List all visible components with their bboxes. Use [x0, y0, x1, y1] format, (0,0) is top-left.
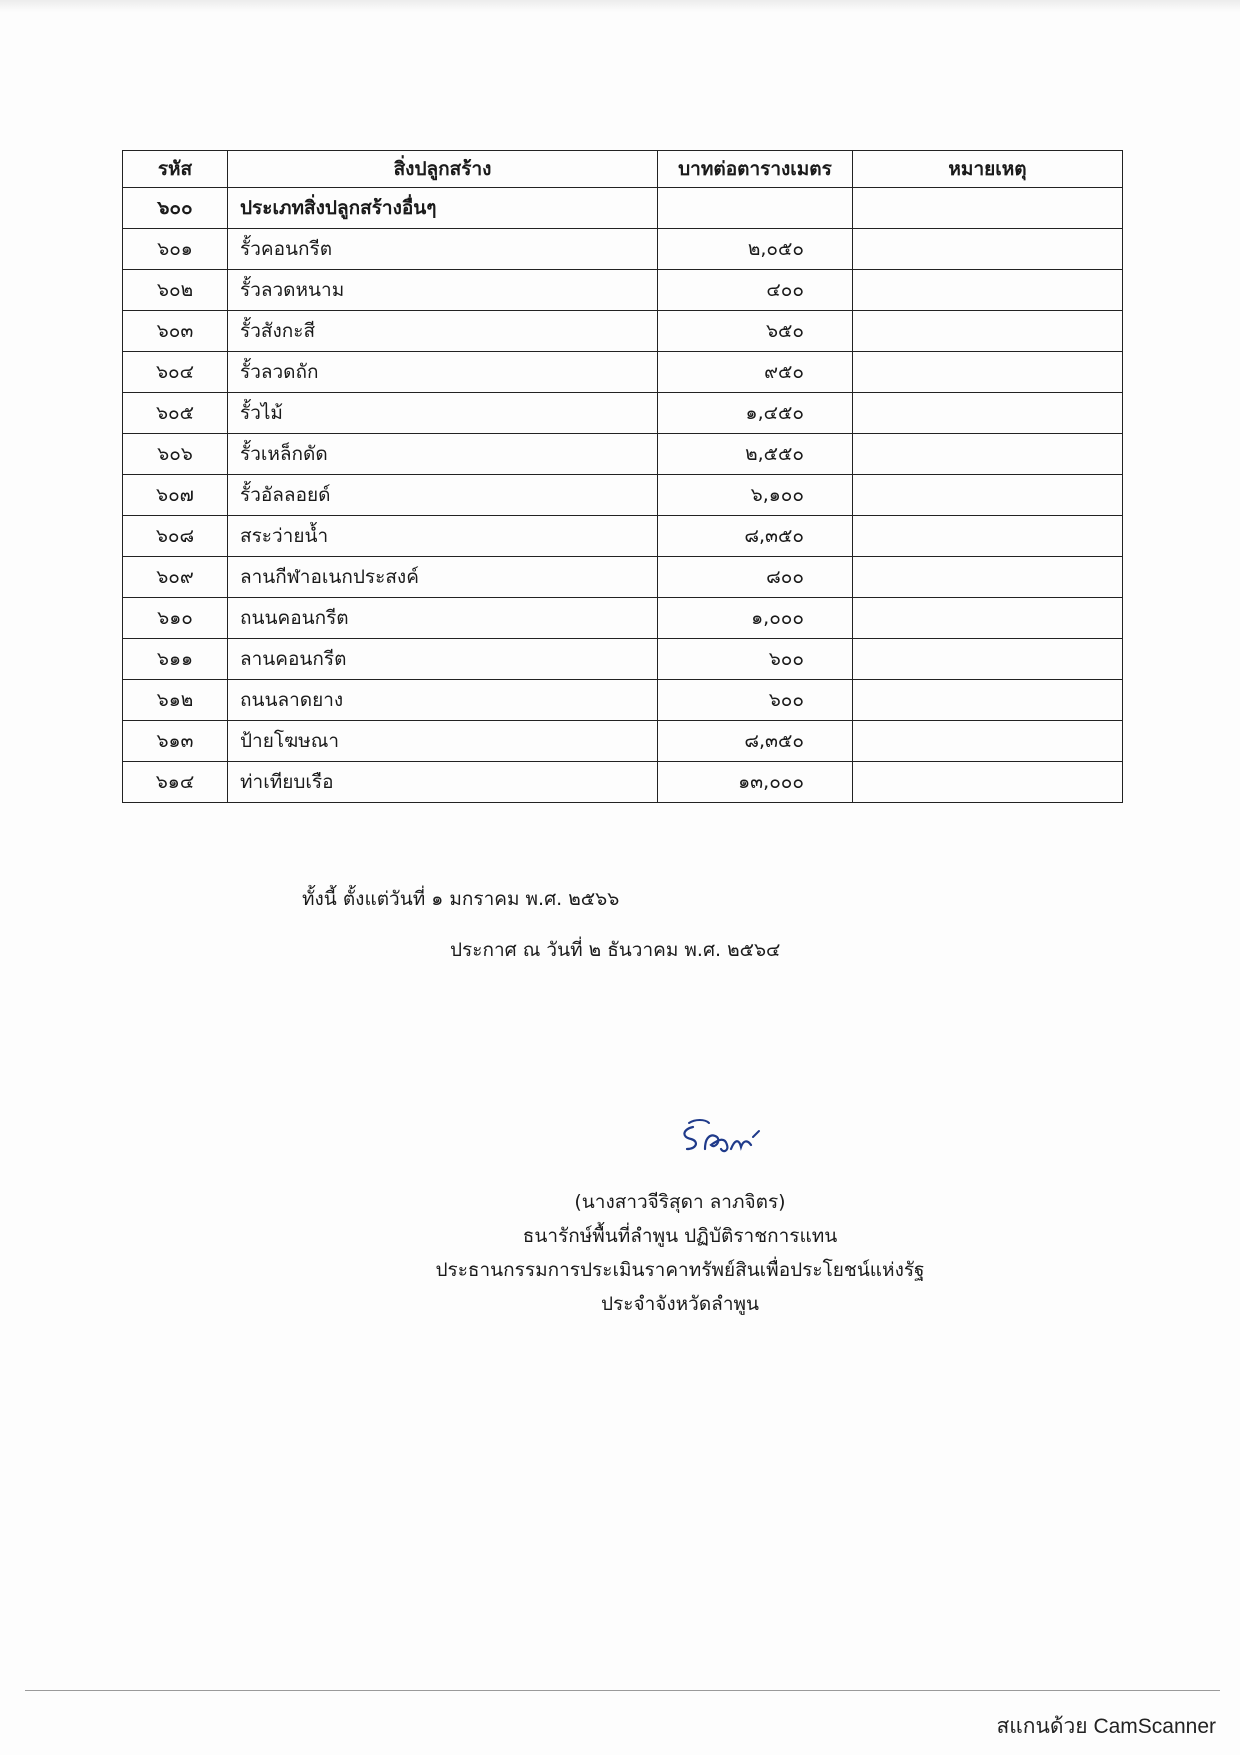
- row-code: ๖๐๔: [123, 352, 228, 393]
- signer-name: (นางสาวจีริสุดา ลาภจิตร): [574, 1191, 786, 1213]
- row-code: ๖๑๔: [123, 762, 228, 803]
- row-price: ๔๐๐: [658, 270, 853, 311]
- header-code: รหัส: [123, 151, 228, 188]
- row-structure: ถนนลาดยาง: [228, 680, 658, 721]
- row-note: [853, 229, 1123, 270]
- row-note: [853, 680, 1123, 721]
- camscanner-watermark: สแกนด้วย CamScanner: [996, 1715, 1216, 1738]
- row-price: ๖๐๐: [658, 639, 853, 680]
- row-price: ๖๕๐: [658, 311, 853, 352]
- signer-province: ประจำจังหวัดลำพูน: [600, 1293, 760, 1315]
- page-top-edge: [0, 0, 1240, 12]
- row-price: ๑,๐๐๐: [658, 598, 853, 639]
- row-price: ๙๕๐: [658, 352, 853, 393]
- row-price: [658, 188, 853, 229]
- table-row: [123, 311, 1123, 352]
- row-note: [853, 721, 1123, 762]
- row-code: ๖๑๐: [123, 598, 228, 639]
- signature: [675, 1115, 785, 1175]
- row-code: ๖๐๗: [123, 475, 228, 516]
- row-code: ๖๐๘: [123, 516, 228, 557]
- row-note: [853, 270, 1123, 311]
- row-code: ๖๐๐: [123, 188, 228, 229]
- table-row: [123, 229, 1123, 270]
- row-structure: รั้วลวดหนาม: [228, 270, 658, 311]
- row-note: [853, 393, 1123, 434]
- table-header-row: [123, 151, 1123, 188]
- row-note: [853, 516, 1123, 557]
- row-price: ๘,๓๕๐: [658, 721, 853, 762]
- row-note: [853, 352, 1123, 393]
- table-row: [123, 639, 1123, 680]
- row-price: ๘,๓๕๐: [658, 516, 853, 557]
- header-price: บาทต่อตารางเมตร: [658, 151, 853, 188]
- row-structure: รั้วอัลลอยด์: [228, 475, 658, 516]
- header-note: หมายเหตุ: [853, 151, 1123, 188]
- row-structure: สระว่ายน้ำ: [228, 516, 658, 557]
- row-note: [853, 598, 1123, 639]
- signer-committee: ประธานกรรมการประเมินราคาทรัพย์สินเพื่อประโยชน์แห่งรัฐ: [435, 1259, 925, 1281]
- table-row: [123, 352, 1123, 393]
- row-structure: ประเภทสิ่งปลูกสร้างอื่นๆ: [228, 188, 658, 229]
- row-structure: ลานคอนกรีต: [228, 639, 658, 680]
- row-code: ๖๐๕: [123, 393, 228, 434]
- table-row: [123, 393, 1123, 434]
- row-price: ๖๐๐: [658, 680, 853, 721]
- table-row: [123, 680, 1123, 721]
- row-structure: รั้วไม้: [228, 393, 658, 434]
- row-note: [853, 639, 1123, 680]
- row-note: [853, 557, 1123, 598]
- row-code: ๖๑๒: [123, 680, 228, 721]
- row-note: [853, 475, 1123, 516]
- row-code: ๖๑๑: [123, 639, 228, 680]
- row-price: ๘๐๐: [658, 557, 853, 598]
- row-price: ๖,๑๐๐: [658, 475, 853, 516]
- row-structure: ป้ายโฆษณา: [228, 721, 658, 762]
- row-code: ๖๐๒: [123, 270, 228, 311]
- row-price: ๑,๔๕๐: [658, 393, 853, 434]
- announcement-date-text: ประกาศ ณ วันที่ ๒ ธันวาคม พ.ศ. ๒๕๖๔: [450, 939, 781, 961]
- row-code: ๖๐๑: [123, 229, 228, 270]
- row-note: [853, 188, 1123, 229]
- row-note: [853, 434, 1123, 475]
- row-price: ๑๓,๐๐๐: [658, 762, 853, 803]
- table-row: [123, 557, 1123, 598]
- table-row: [123, 516, 1123, 557]
- signer-position: ธนารักษ์พื้นที่ลำพูน ปฏิบัติราชการแทน: [522, 1225, 838, 1247]
- table-row: [123, 762, 1123, 803]
- table-row: [123, 188, 1123, 229]
- row-code: ๖๐๖: [123, 434, 228, 475]
- header-structure: สิ่งปลูกสร้าง: [228, 151, 658, 188]
- table-row: [123, 475, 1123, 516]
- table-row: [123, 598, 1123, 639]
- row-code: ๖๐๓: [123, 311, 228, 352]
- row-structure: รั้วคอนกรีต: [228, 229, 658, 270]
- row-code: ๖๐๙: [123, 557, 228, 598]
- row-structure: ท่าเทียบเรือ: [228, 762, 658, 803]
- effective-date-text: ทั้งนี้ ตั้งแต่วันที่ ๑ มกราคม พ.ศ. ๒๕๖๖: [302, 888, 620, 910]
- table-row: [123, 434, 1123, 475]
- price-table: [122, 150, 1123, 803]
- row-structure: ลานกีฬาอเนกประสงค์: [228, 557, 658, 598]
- row-structure: รั้วลวดถัก: [228, 352, 658, 393]
- table-row: [123, 270, 1123, 311]
- row-price: ๒,๕๕๐: [658, 434, 853, 475]
- signer-block: [0, 1185, 1240, 1321]
- row-note: [853, 311, 1123, 352]
- row-structure: ถนนคอนกรีต: [228, 598, 658, 639]
- row-structure: รั้วสังกะสี: [228, 311, 658, 352]
- row-note: [853, 762, 1123, 803]
- bottom-divider: [25, 1690, 1220, 1691]
- row-code: ๖๑๓: [123, 721, 228, 762]
- row-structure: รั้วเหล็กดัด: [228, 434, 658, 475]
- table-row: [123, 721, 1123, 762]
- row-price: ๒,๐๕๐: [658, 229, 853, 270]
